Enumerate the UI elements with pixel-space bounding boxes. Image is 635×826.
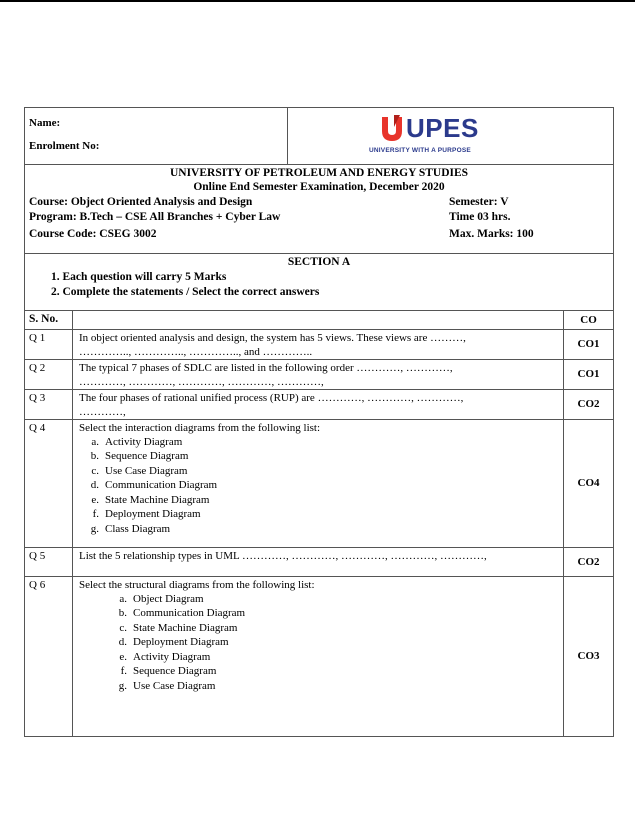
program: Program: B.Tech – CSE All Branches + Cyber Law [29,211,281,223]
section-block [25,254,614,311]
option-letter: b. [90,450,99,462]
col-header-sno: S. No. [25,311,73,329]
option-letter: c. [91,464,99,477]
university-name: UNIVERSITY OF PETROLEUM AND ENERGY STUDIES [169,167,469,179]
course-outcome: CO1 [564,329,614,359]
option-text: Class Diagram [105,522,171,535]
option-letter: e. [119,650,127,663]
list-item [111,606,563,621]
max-marks: Max. Marks: 100 [449,228,534,240]
logo-tagline: UNIVERSITY WITH A PURPOSE [369,147,471,154]
course-outcome: CO1 [564,359,614,389]
upes-logo-icon [380,115,404,143]
list-item [111,664,563,679]
question-line: The typical 7 phases of SDLC are listed in the following order …………, …………, [79,361,453,374]
question-number: Q 6 [25,576,73,736]
option-text: State Machine Diagram [105,493,210,506]
question-text [73,359,564,389]
list-item [83,493,563,508]
list-item [111,592,563,607]
option-letter: d. [90,479,99,491]
instruction-item: 1. Each question will carry 5 Marks [51,271,227,283]
question-number: Q 2 [25,359,73,389]
table-row [25,576,614,736]
table-row [25,389,614,419]
question-text [73,389,564,419]
question-line: Select the interaction diagrams from the following list: [79,421,321,434]
option-letter: g. [90,522,99,535]
question-line: The four phases of rational unified process (RUP) are …………, …………, …………, [79,391,464,404]
option-letter: d. [118,636,127,648]
exam-time: Time 03 hrs. [449,211,511,223]
header-table [24,107,614,311]
question-text [73,576,564,736]
upes-logo [368,113,493,159]
table-row [25,547,614,576]
option-text: Deployment Diagram [105,508,201,520]
course-outcome: CO2 [564,389,614,419]
question-line: Select the structural diagrams from the following list: [79,578,315,591]
option-list [79,435,563,537]
question-number: Q 4 [25,419,73,547]
option-letter: a. [91,435,99,448]
question-text [73,329,564,359]
option-letter: c. [119,621,127,634]
exam-title: Online End Semester Examination, December 2020 [193,181,445,193]
instruction-item: 2. Complete the statements / Select the correct answers [51,286,320,298]
question-text [73,419,564,547]
table-row [25,419,614,547]
list-item [111,650,563,665]
question-number: Q 5 [25,547,73,576]
course-name: Course: Object Oriented Analysis and Design [29,196,253,208]
course-code: Course Code: CSEG 3002 [29,228,157,240]
logo-brand: UPES [406,113,479,143]
col-header-co: CO [564,311,614,329]
list-item [83,449,563,464]
list-item [83,507,563,522]
option-text: Communication Diagram [133,607,246,619]
option-letter: a. [119,592,127,605]
question-number: Q 1 [25,329,73,359]
option-text: Use Case Diagram [105,464,188,477]
option-text: Deployment Diagram [133,636,229,648]
question-line: List the 5 relationship types in UML …………, …………, …………, …………, …………, [79,549,487,562]
option-letter: f. [92,508,99,520]
exam-details [25,165,614,254]
course-outcome: CO3 [564,576,614,736]
semester: Semester: V [449,196,509,208]
list-item [111,621,563,636]
student-info [25,108,288,165]
section-title: SECTION A [287,256,351,268]
logo-cell [288,108,614,165]
question-number: Q 3 [25,389,73,419]
option-text: Communication Diagram [105,479,218,491]
list-item [111,635,563,650]
course-outcome: CO2 [564,547,614,576]
questions-table [24,311,614,737]
exam-paper [24,107,613,737]
option-text: Activity Diagram [133,650,211,663]
option-letter: f. [120,665,127,677]
list-item [83,464,563,479]
question-line: ………….., ………….., ………….., and ………….. [79,345,313,358]
course-outcome: CO4 [564,419,614,547]
question-line: …………, …………, …………, …………, …………, [79,375,324,388]
question-line: …………, [79,405,126,418]
option-text: Sequence Diagram [133,665,217,677]
question-text [73,547,564,576]
option-letter: b. [118,607,127,619]
option-letter: e. [91,493,99,506]
list-item [83,478,563,493]
option-text: Sequence Diagram [105,450,189,462]
name-label: Name: [29,117,61,129]
question-line: In object oriented analysis and design, the system has 5 views. These views are ………, [79,331,466,344]
option-text: State Machine Diagram [133,621,238,634]
option-letter: g. [118,679,127,692]
option-text: Activity Diagram [105,435,183,448]
enrolment-label: Enrolment No: [29,140,100,152]
list-item [83,435,563,450]
option-text: Use Case Diagram [133,679,216,692]
list-item [83,522,563,537]
option-list [79,592,563,694]
table-row [25,329,614,359]
option-text: Object Diagram [133,592,204,605]
top-border-line [0,0,635,2]
list-item [111,679,563,694]
table-row [25,359,614,389]
col-header-question [73,311,564,329]
